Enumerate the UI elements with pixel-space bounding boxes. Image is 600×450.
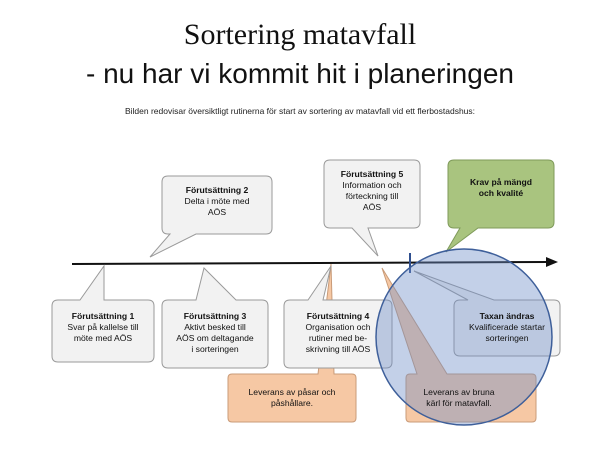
slide-subtitle: - nu har vi kommit hit i planeringen <box>86 58 514 89</box>
condition-1-text <box>52 311 154 344</box>
delivery-bins-text <box>404 387 514 409</box>
condition-3-text <box>162 311 268 355</box>
tax-change-body: Kvalificerade startar sorteringen <box>469 322 545 343</box>
condition-3-heading: Förutsättning 3 <box>183 311 247 321</box>
condition-2-text <box>162 185 272 218</box>
condition-2-heading: Förutsättning 2 <box>185 185 249 195</box>
delivery-bags-body: Leverans av påsar och påshållare. <box>248 387 336 408</box>
requirements-heading: Krav på mängd och kvalité <box>469 177 533 198</box>
timeline-arrowhead <box>546 257 558 267</box>
slide-title: Sortering matavfall <box>183 18 417 51</box>
condition-4-text <box>284 311 392 355</box>
condition-5-body: Information och förteckning till AÖS <box>342 180 402 212</box>
tax-change-text <box>454 311 560 344</box>
condition-2-body: Delta i möte med AÖS <box>184 196 250 217</box>
delivery-bins-body: Leverans av bruna kärl för matavfall. <box>423 387 495 408</box>
requirements-callout <box>446 160 554 252</box>
condition-5-text <box>324 169 420 213</box>
condition-4-body: Organisation och rutiner med be- skrivning till AÖS <box>305 322 371 354</box>
tax-change-heading: Taxan ändras <box>479 311 535 321</box>
intro-text: Bilden redovisar översiktligt rutinerna för start av sortering av matavfall vid ett flerbostadshus: <box>124 106 476 116</box>
requirements-text <box>448 177 554 199</box>
condition-1-heading: Förutsättning 1 <box>71 311 135 321</box>
condition-5-heading: Förutsättning 5 <box>340 169 404 179</box>
condition-4-heading: Förutsättning 4 <box>306 311 370 321</box>
condition-3-body: Aktivt besked till AÖS om deltagande i sorteringen <box>176 322 254 354</box>
condition-1-body: Svar på kallelse till möte med AÖS <box>67 322 139 343</box>
delivery-bags-text <box>228 387 356 409</box>
